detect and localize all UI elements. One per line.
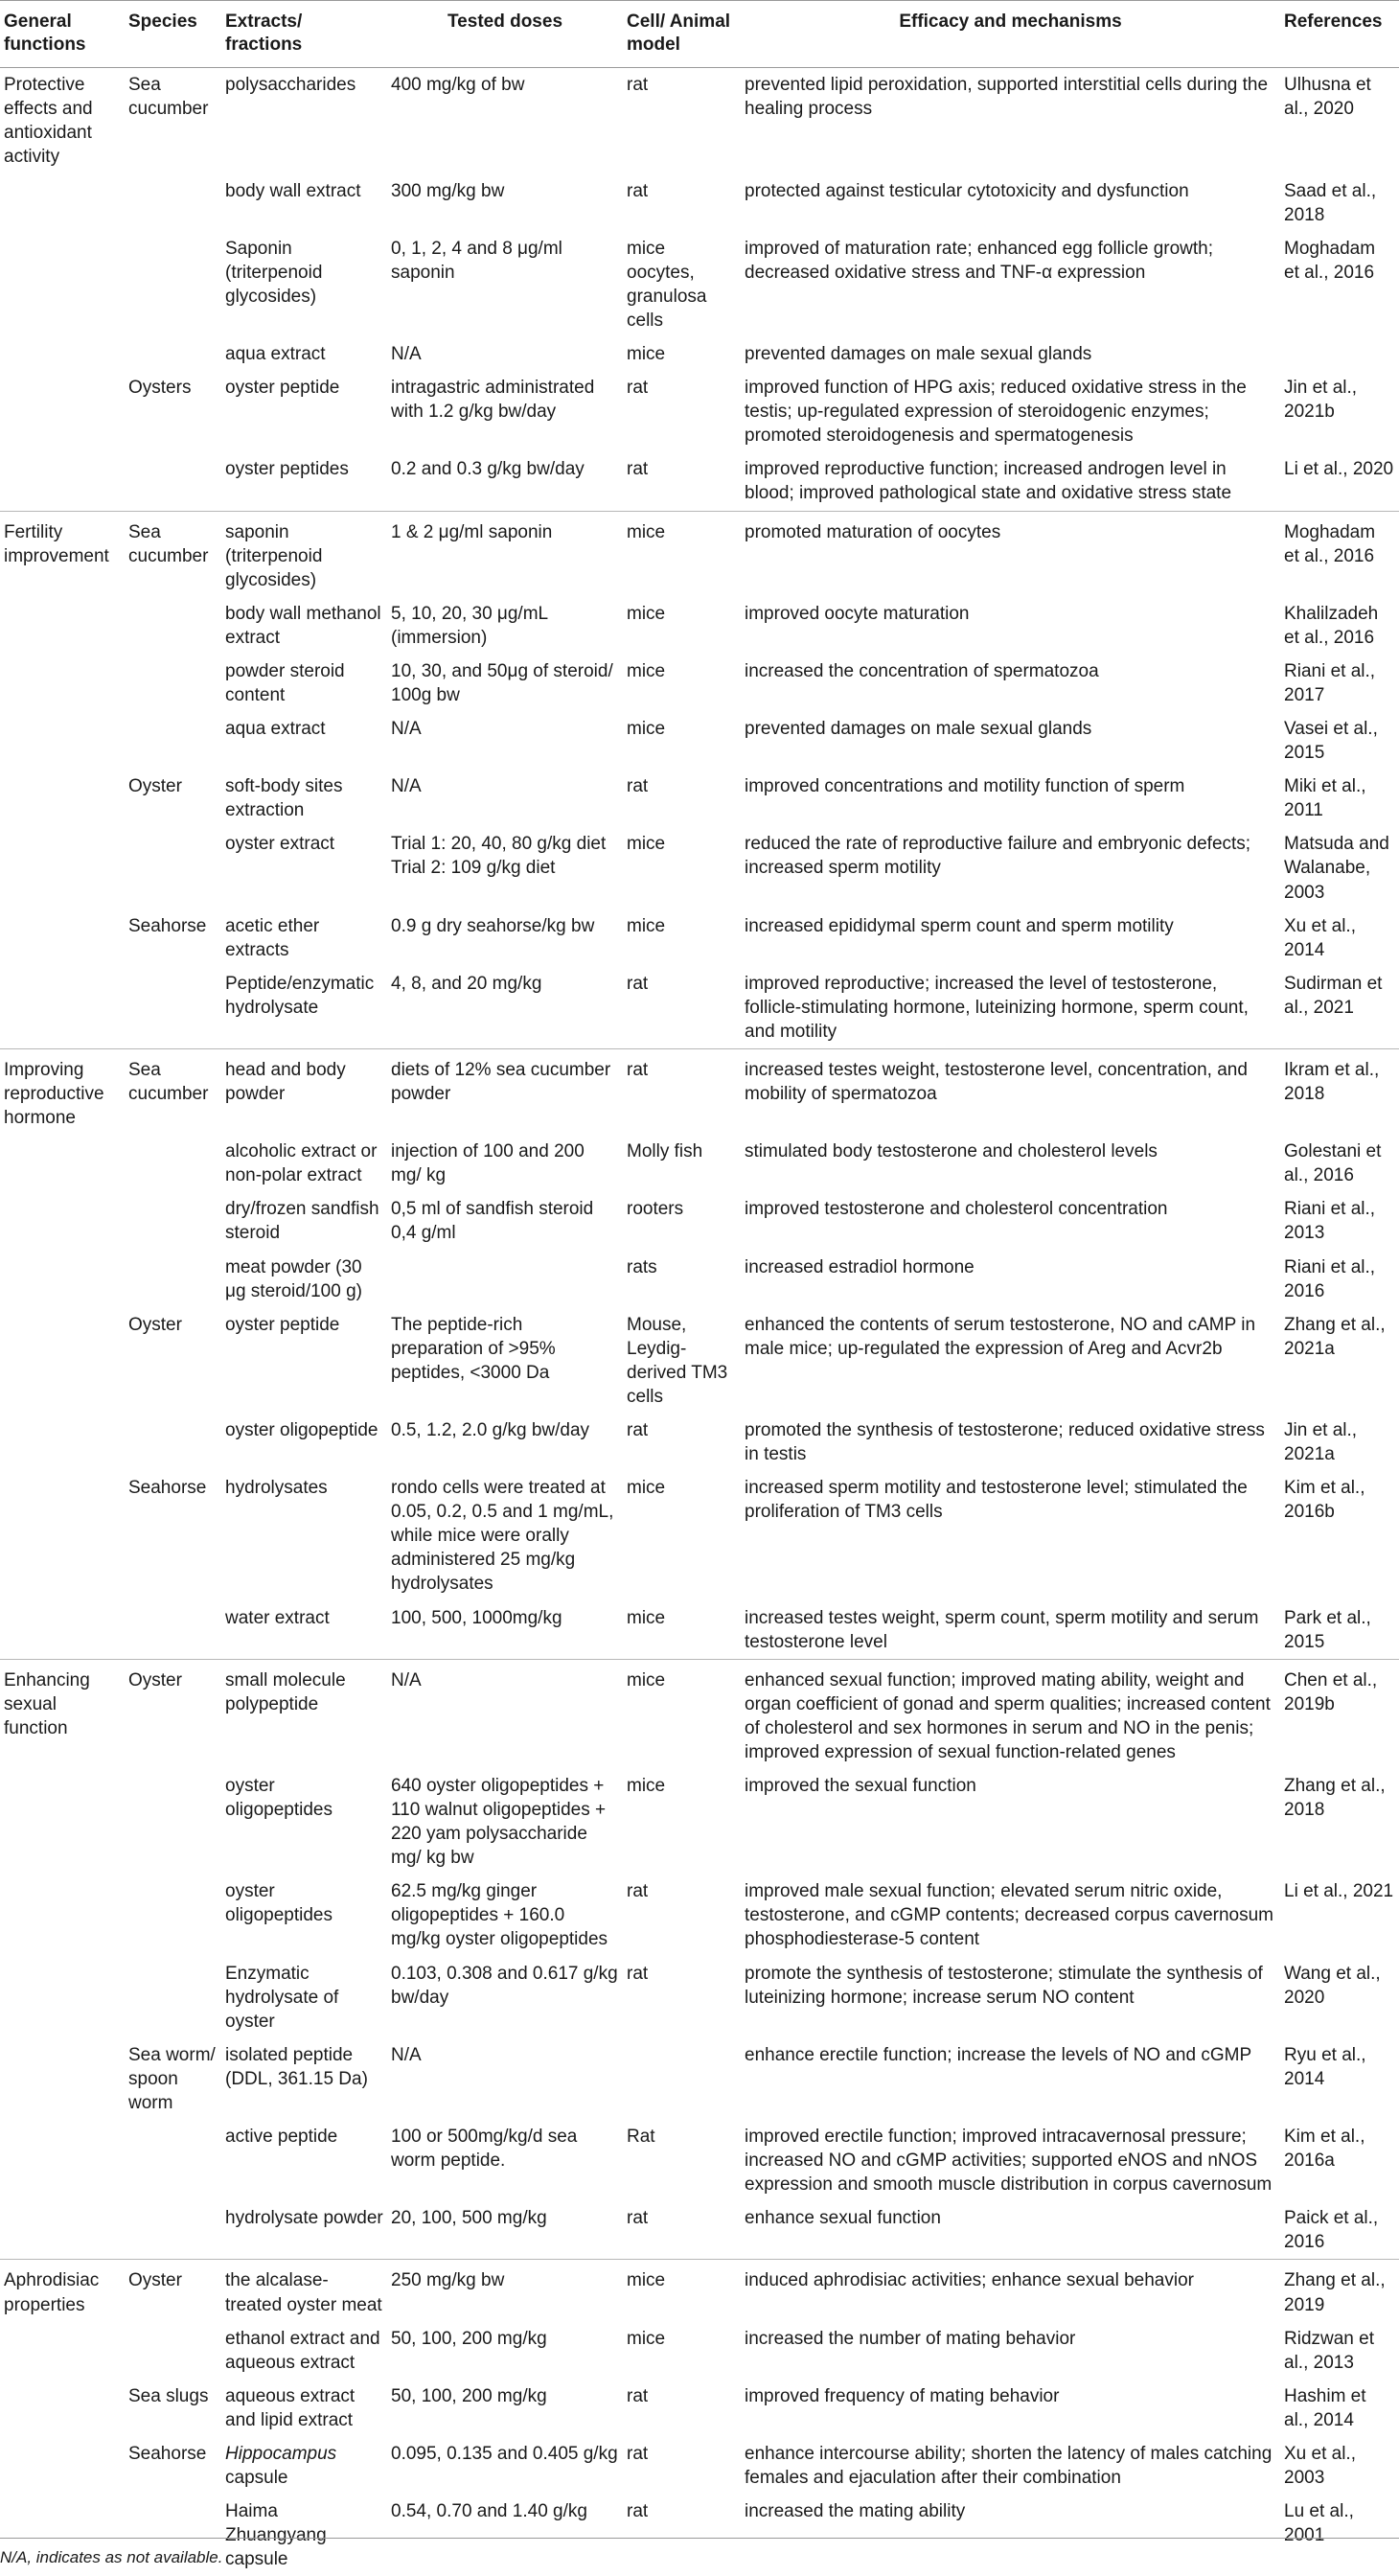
cell-general-function: [0, 909, 125, 967]
cell-tested-dose: injection of 100 and 200 mg/ kg: [391, 1141, 590, 1186]
cell-reference[interactable]: Riani et al., 2016: [1284, 1256, 1376, 1301]
cell-model: mice: [627, 915, 666, 936]
cell-extract: hydrolysates: [225, 1478, 328, 1499]
cell-tested-dose: N/A: [391, 776, 422, 797]
cell-efficacy: improved testosterone and cholesterol concentration: [745, 1199, 1168, 1220]
cell-species: [125, 337, 221, 371]
cell-extract: active peptide: [225, 2127, 338, 2148]
cell-model: rooters: [627, 1199, 684, 1220]
table-row: [0, 1769, 1399, 1874]
cell-efficacy: enhance intercourse ability; shorten the latency of males catching females and ejaculation after their combination: [745, 2443, 1273, 2488]
cell-model: Molly fish: [627, 1141, 703, 1162]
cell-tested-dose: The peptide-rich preparation of >95% peptides, <3000 Da: [391, 1314, 561, 1383]
cell-extract: Saponin (triterpenoid glycosides): [225, 238, 323, 307]
cell-model: Mouse, Leydig-derived TM3 cells: [627, 1314, 728, 1407]
cell-model: mice: [627, 1478, 666, 1499]
header-references: References: [1280, 1, 1399, 68]
cell-model: mice: [627, 834, 666, 855]
cell-extract: powder steroid content: [225, 660, 345, 705]
cell-species: [125, 1769, 221, 1874]
cell-general-function: [0, 174, 125, 232]
cell-model: rat: [627, 1881, 649, 1902]
cell-model: rat: [627, 1420, 649, 1440]
cell-efficacy: enhanced the contents of serum testosterone, NO and cAMP in male mice; up-regulated the expression of Areg and Acvr2b: [745, 1314, 1256, 1359]
cell-extract: oyster peptides: [225, 459, 349, 480]
cell-efficacy: promote the synthesis of testosterone; stimulate the synthesis of luteinizing hormone; increase serum NO content: [745, 1963, 1263, 2008]
cell-reference[interactable]: Li et al., 2021: [1284, 1881, 1394, 1902]
cell-reference[interactable]: Sudirman et al., 2021: [1284, 973, 1383, 1018]
cell-tested-dose: 100, 500, 1000mg/kg: [391, 1607, 562, 1628]
cell-extract: oyster oligopeptide: [225, 1420, 378, 1440]
cell-species: [125, 1135, 221, 1192]
cell-extract: isolated peptide (DDL, 361.15 Da): [225, 2044, 368, 2089]
cell-model: rat: [627, 75, 649, 96]
cell-model: mice: [623, 1659, 741, 1769]
cell-model: rats: [627, 1256, 657, 1277]
cell-tested-dose: rondo cells were treated at 0.05, 0.2, 0.5 and 1 mg/mL, while mice were orally administered 25 mg/kg hydrolysates: [391, 1478, 619, 1595]
table-row: [0, 827, 1399, 908]
cell-tested-dose: 300 mg/kg bw: [391, 180, 505, 201]
cell-tested-dose: 5, 10, 20, 30 μg/mL (immersion): [391, 603, 553, 648]
cell-tested-dose: N/A: [391, 2044, 422, 2065]
cell-general-function: [0, 1308, 125, 1414]
cell-model: mice: [627, 344, 666, 365]
cell-model: mice oocytes, granulosa cells: [627, 238, 707, 331]
cell-general-function: Improving reproductive hormone: [0, 1048, 125, 1135]
cell-tested-dose: N/A: [387, 1659, 623, 1769]
cell-extract: polysaccharides: [225, 75, 356, 96]
table-row: [0, 770, 1399, 827]
cell-model: rat: [627, 973, 649, 994]
cell-reference[interactable]: Xu et al., 2014: [1284, 915, 1356, 960]
cell-efficacy: improved male sexual function; elevated serum nitric oxide, testosterone, and cGMP contents; decreased corpus cavernosum phosphodiesterase-5 content: [745, 1881, 1274, 1950]
cell-tested-dose: 4, 8, and 20 mg/kg: [391, 973, 542, 994]
table-row: [0, 967, 1399, 1049]
cell-general-function: [0, 967, 125, 1049]
cell-reference[interactable]: Zhang et al., 2021a: [1284, 1314, 1386, 1359]
cell-extract: head and body powder: [221, 1048, 387, 1135]
cell-reference[interactable]: Zhang et al., 2019: [1280, 2260, 1399, 2322]
cell-tested-dose: 20, 100, 500 mg/kg: [391, 2208, 547, 2229]
table-row: [0, 2380, 1399, 2437]
cell-general-function: [0, 232, 125, 337]
cell-model: rat: [627, 2385, 649, 2406]
cell-general-function: [0, 2322, 125, 2380]
cell-tested-dose: 50, 100, 200 mg/kg: [391, 2328, 547, 2349]
cell-tested-dose: 10, 30, and 50μg of steroid/ 100g bw: [391, 660, 619, 705]
cell-extract: saponin (triterpenoid glycosides): [221, 511, 387, 597]
cell-tested-dose: 250 mg/kg bw: [387, 2260, 623, 2322]
table-row: [0, 68, 1399, 174]
cell-tested-dose: 400 mg/kg of bw: [391, 75, 525, 96]
cell-extract: oyster peptide: [225, 1314, 340, 1335]
cell-reference[interactable]: [1280, 337, 1399, 371]
cell-extract: oyster oligopeptides: [225, 1776, 333, 1821]
cell-extract: Hippocampus capsule: [225, 2443, 337, 2488]
cell-species: Sea slugs: [128, 2385, 209, 2406]
cell-model: mice: [627, 719, 666, 740]
cell-efficacy: stimulated body testosterone and cholesterol levels: [745, 1141, 1158, 1162]
cell-species: Oyster: [125, 1659, 221, 1769]
cell-efficacy: increased the concentration of spermatozoa: [745, 660, 1099, 681]
cell-reference[interactable]: Ridzwan et al., 2013: [1284, 2328, 1374, 2373]
cell-extract: Haima Zhuangyang capsule: [225, 2501, 327, 2570]
cell-extract: the alcalase-treated oyster meat: [221, 2260, 387, 2322]
cell-reference[interactable]: Zhang et al., 2018: [1284, 1776, 1386, 1821]
cell-efficacy: increased the mating ability: [745, 2501, 966, 2522]
cell-general-function: [0, 655, 125, 712]
cell-model: rat: [627, 378, 649, 399]
cell-efficacy: promoted the synthesis of testosterone; reduced oxidative stress in testis: [745, 1420, 1265, 1465]
cell-extract: Enzymatic hydrolysate of oyster: [225, 1963, 339, 2032]
cell-reference[interactable]: Jin et al., 2021a: [1284, 1420, 1358, 1465]
table-row: [0, 1659, 1399, 1769]
cell-general-function: [0, 371, 125, 452]
cell-efficacy: improved the sexual function: [745, 1776, 976, 1797]
cell-species: [125, 967, 221, 1049]
cell-general-function: [0, 1414, 125, 1471]
cell-general-function: [0, 1471, 125, 1600]
cell-species: [125, 2201, 221, 2260]
cell-general-function: [0, 770, 125, 827]
cell-tested-dose: 0.095, 0.135 and 0.405 g/kg: [391, 2443, 618, 2464]
table-body: [0, 68, 1399, 2576]
cell-efficacy: improved erectile function; improved intracavernosal pressure; increased NO and cGMP activities; supported eNOS and nNOS expression and smooth muscle distribution in corpus cavernosum: [745, 2127, 1273, 2196]
cell-reference[interactable]: Khalilzadeh et al., 2016: [1284, 603, 1379, 648]
cell-species: [125, 1874, 221, 1956]
table-row: [0, 1414, 1399, 1471]
cell-model: rat: [627, 2501, 649, 2522]
header-efficacy: Efficacy and mechanisms: [741, 1, 1280, 68]
table-row: [0, 909, 1399, 967]
cell-tested-dose: 0.103, 0.308 and 0.617 g/kg bw/day: [391, 1963, 623, 2008]
cell-general-function: [0, 712, 125, 770]
cell-model: mice: [627, 660, 666, 681]
cell-efficacy: protected against testicular cytotoxicity and dysfunction: [745, 180, 1189, 201]
table-row: [0, 655, 1399, 712]
cell-general-function: [0, 1251, 125, 1308]
cell-efficacy: increased estradiol hormone: [745, 1256, 975, 1277]
cell-species: [125, 1414, 221, 1471]
cell-reference[interactable]: Golestani et al., 2016: [1284, 1141, 1382, 1186]
cell-tested-dose: [387, 1251, 623, 1308]
cell-general-function: [0, 2437, 125, 2495]
table-row: [0, 337, 1399, 371]
cell-species: [125, 174, 221, 232]
cell-efficacy: prevented lipid peroxidation, supported interstitial cells during the healing process: [745, 75, 1269, 120]
cell-reference[interactable]: Jin et al., 2021b: [1284, 378, 1358, 423]
cell-reference[interactable]: Paick et al., 2016: [1284, 2208, 1379, 2253]
cell-model: mice: [627, 2328, 666, 2349]
cell-species: [125, 1192, 221, 1250]
cell-general-function: [0, 597, 125, 655]
cell-model: [623, 2038, 741, 2120]
header-row: [0, 1, 1399, 68]
cell-reference[interactable]: Ryu et al., 2014: [1284, 2044, 1366, 2089]
table-footnote: N/A, indicates as not available.: [0, 2538, 1399, 2567]
cell-reference[interactable]: Vasei et al., 2015: [1284, 719, 1378, 764]
cell-reference[interactable]: Moghadam et al., 2016: [1280, 511, 1399, 597]
cell-reference[interactable]: Chen et al., 2019b: [1280, 1659, 1399, 1769]
cell-tested-dose: 640 oyster oligopeptides + 110 walnut oligopeptides + 220 yam polysaccharide mg/ kg bw: [391, 1776, 611, 1869]
cell-extract: oyster peptide: [225, 378, 340, 399]
table-row: [0, 712, 1399, 770]
cell-general-function: [0, 827, 125, 908]
cell-tested-dose: N/A: [391, 719, 422, 740]
cell-species: [125, 712, 221, 770]
cell-species: [125, 2120, 221, 2201]
table-row: [0, 2201, 1399, 2260]
cell-reference[interactable]: Ikram et al., 2018: [1280, 1048, 1399, 1135]
header-model: Cell/ Animal model: [623, 1, 741, 68]
cell-species: Sea cucumber: [125, 511, 221, 597]
table-row: [0, 1251, 1399, 1308]
cell-species: Seahorse: [128, 1478, 207, 1499]
cell-reference[interactable]: Kim et al., 2016b: [1284, 1478, 1365, 1523]
cell-extract: ethanol extract and aqueous extract: [225, 2328, 380, 2373]
table-row: [0, 511, 1399, 597]
cell-species: Sea cucumber: [128, 75, 209, 120]
table-row: [0, 1192, 1399, 1250]
cell-species: [125, 597, 221, 655]
cell-efficacy: induced aphrodisiac activities; enhance sexual behavior: [741, 2260, 1280, 2322]
cell-species: [125, 655, 221, 712]
cell-reference[interactable]: Moghadam et al., 2016: [1284, 238, 1376, 283]
cell-species: Seahorse: [128, 915, 207, 936]
cell-general-function: [0, 337, 125, 371]
cell-extract: small molecule polypeptide: [221, 1659, 387, 1769]
cell-species: Sea worm/ spoon worm: [128, 2044, 216, 2113]
cell-species: [125, 232, 221, 337]
cell-species: Oyster: [125, 2260, 221, 2322]
cell-model: rat: [627, 180, 649, 201]
cell-model: rat: [627, 459, 649, 480]
cell-extract: oyster oligopeptides: [225, 1881, 333, 1926]
cell-general-function: Aphrodisiac properties: [0, 2260, 125, 2322]
cell-reference[interactable]: Matsuda and Walanabe, 2003: [1284, 834, 1389, 903]
cell-tested-dose: diets of 12% sea cucumber powder: [387, 1048, 623, 1135]
cell-reference[interactable]: Saad et al., 2018: [1284, 180, 1377, 225]
cell-extract: meat powder (30 μg steroid/100 g): [225, 1256, 362, 1301]
cell-efficacy: improved function of HPG axis; reduced oxidative stress in the testis; up-regulated expression of steroidogenic enzymes; promoted steroidogenesis and spermatogenesis: [745, 378, 1247, 447]
cell-extract: Peptide/enzymatic hydrolysate: [225, 973, 375, 1018]
cell-efficacy: increased testes weight, testosterone level, concentration, and mobility of spermatozoa: [741, 1048, 1280, 1135]
cell-model: mice: [623, 2260, 741, 2322]
cell-reference[interactable]: Ulhusna et al., 2020: [1284, 75, 1371, 120]
cell-extract: aqueous extract and lipid extract: [225, 2385, 355, 2430]
cell-general-function: [0, 1957, 125, 2038]
cell-efficacy: increased the number of mating behavior: [745, 2328, 1076, 2349]
cell-tested-dose: 0,5 ml of sandfish steroid 0,4 g/ml: [391, 1199, 599, 1244]
cell-tested-dose: 50, 100, 200 mg/kg: [391, 2385, 547, 2406]
cell-model: mice: [627, 1776, 666, 1797]
table-row: [0, 1135, 1399, 1192]
cell-tested-dose: 100 or 500mg/kg/d sea worm peptide.: [391, 2127, 583, 2172]
table-row: [0, 371, 1399, 452]
table-row: [0, 1874, 1399, 1956]
cell-extract: body wall extract: [225, 180, 361, 201]
cell-general-function: [0, 1601, 125, 1660]
cell-model: rat: [627, 776, 649, 797]
cell-reference[interactable]: Li et al., 2020: [1284, 459, 1394, 480]
cell-general-function: Protective effects and antioxidant activity: [4, 75, 93, 168]
cell-reference[interactable]: Miki et al., 2011: [1284, 776, 1366, 821]
cell-species: [125, 1601, 221, 1660]
cell-species: [125, 452, 221, 511]
cell-tested-dose: 1 & 2 μg/ml saponin: [387, 511, 623, 597]
cell-extract: aqua extract: [225, 344, 326, 365]
cell-efficacy: improved oocyte maturation: [745, 603, 970, 624]
cell-species: [125, 1251, 221, 1308]
table-row: [0, 232, 1399, 337]
cell-tested-dose: N/A: [391, 344, 422, 365]
cell-extract: soft-body sites extraction: [225, 776, 343, 821]
cell-efficacy: prevented damages on male sexual glands: [745, 344, 1092, 365]
cell-general-function: [0, 2120, 125, 2201]
table-row: [0, 1471, 1399, 1600]
cell-general-function: [0, 2038, 125, 2120]
table-row: [0, 2260, 1399, 2322]
cell-tested-dose: Trial 1: 20, 40, 80 g/kg diet Trial 2: 109 g/kg diet: [391, 834, 607, 879]
cell-extract: dry/frozen sandfish steroid: [225, 1199, 379, 1244]
cell-efficacy: improved reproductive function; increased androgen level in blood; improved pathological state and oxidative stress state: [745, 459, 1232, 504]
header-species: Species: [125, 1, 221, 68]
cell-tested-dose: 62.5 mg/kg ginger oligopeptides + 160.0 mg/kg oyster oligopeptides: [391, 1881, 608, 1950]
cell-efficacy: enhance erectile function; increase the levels of NO and cGMP: [745, 2044, 1252, 2065]
cell-tested-dose: 0.9 g dry seahorse/kg bw: [391, 915, 595, 936]
cell-species: [125, 827, 221, 908]
cell-tested-dose: 0.2 and 0.3 g/kg bw/day: [391, 459, 585, 480]
table-row: [0, 2322, 1399, 2380]
table-row: [0, 1601, 1399, 1660]
table-row: [0, 452, 1399, 511]
table-row: [0, 174, 1399, 232]
cell-efficacy: reduced the rate of reproductive failure and embryonic defects; increased sperm motility: [745, 834, 1251, 879]
cell-extract: water extract: [225, 1607, 330, 1628]
cell-efficacy: increased testes weight, sperm count, sperm motility and serum testosterone level: [745, 1607, 1259, 1652]
cell-general-function: [0, 1769, 125, 1874]
table-row: [0, 2120, 1399, 2201]
table-row: [0, 2038, 1399, 2120]
cell-extract: oyster extract: [225, 834, 335, 855]
table-row: [0, 1308, 1399, 1414]
cell-reference[interactable]: Kim et al., 2016a: [1284, 2127, 1365, 2172]
cell-reference[interactable]: Lu et al., 2001: [1284, 2501, 1354, 2546]
table-row: [0, 2437, 1399, 2495]
cell-model: rat: [627, 2443, 649, 2464]
cell-model: Rat: [627, 2127, 655, 2148]
cell-model: mice: [627, 603, 666, 624]
cell-species: Oysters: [128, 378, 192, 399]
cell-species: Seahorse: [128, 2443, 207, 2464]
cell-extract: hydrolysate powder: [225, 2208, 383, 2229]
cell-efficacy: enhanced sexual function; improved mating ability, weight and organ coefficient of gonad and sperm qualities; increased content of cholesterol and sex hormones in serum and NO in the penis; improved expression of sexual function-related genes: [741, 1659, 1280, 1769]
cell-model: mice: [627, 1607, 666, 1628]
cell-efficacy: increased epididymal sperm count and sperm motility: [745, 915, 1174, 936]
cell-general-function: [0, 2380, 125, 2437]
cell-model: rat: [627, 1963, 649, 1984]
header-extracts: Extracts/ fractions: [221, 1, 387, 68]
table-row: [0, 1957, 1399, 2038]
header-tested-doses: Tested doses: [387, 1, 623, 68]
cell-model: rat: [623, 1048, 741, 1135]
cell-extract: aqua extract: [225, 719, 326, 740]
cell-general-function: [0, 452, 125, 511]
cell-species: Oyster: [128, 776, 182, 797]
cell-tested-dose: 0, 1, 2, 4 and 8 μg/ml saponin: [391, 238, 568, 283]
cell-general-function: [0, 1874, 125, 1956]
cell-general-function: [0, 1192, 125, 1250]
cell-reference[interactable]: Riani et al., 2017: [1284, 660, 1376, 705]
cell-efficacy: improved concentrations and motility function of sperm: [745, 776, 1185, 797]
cell-model: rat: [627, 2208, 649, 2229]
cell-species: [125, 1957, 221, 2038]
cell-general-function: Enhancing sexual function: [0, 1659, 125, 1769]
cell-model: mice: [623, 511, 741, 597]
cell-species: [125, 2322, 221, 2380]
cell-efficacy: improved frequency of mating behavior: [745, 2385, 1060, 2406]
cell-efficacy: increased sperm motility and testosterone level; stimulated the proliferation of TM3 cells: [745, 1478, 1248, 1523]
cell-tested-dose: 0.54, 0.70 and 1.40 g/kg: [391, 2501, 587, 2522]
table-row: [0, 1048, 1399, 1135]
cell-efficacy: prevented damages on male sexual glands: [745, 719, 1092, 740]
cell-extract: acetic ether extracts: [225, 915, 320, 960]
cell-species: Sea cucumber: [125, 1048, 221, 1135]
cell-reference[interactable]: Park et al., 2015: [1284, 1607, 1371, 1652]
cell-species: Oyster: [128, 1314, 182, 1335]
cell-general-function: [0, 2201, 125, 2260]
cell-general-function: [0, 1135, 125, 1192]
cell-efficacy: promoted maturation of oocytes: [741, 511, 1280, 597]
cell-extract: body wall methanol extract: [225, 603, 381, 648]
cell-reference[interactable]: Xu et al., 2003: [1284, 2443, 1356, 2488]
cell-efficacy: improved of maturation rate; enhanced egg follicle growth; decreased oxidative stress and TNF-α expression: [745, 238, 1213, 283]
cell-efficacy: improved reproductive; increased the level of testosterone, follicle-stimulating hormone, luteinizing hormone, sperm count, and motility: [745, 973, 1249, 1042]
cell-reference[interactable]: Riani et al., 2013: [1284, 1199, 1376, 1244]
cell-efficacy: enhance sexual function: [745, 2208, 941, 2229]
cell-reference[interactable]: Hashim et al., 2014: [1284, 2385, 1366, 2430]
table-row: [0, 597, 1399, 655]
header-general-functions: General functions: [0, 1, 125, 68]
cell-tested-dose: 0.5, 1.2, 2.0 g/kg bw/day: [391, 1420, 590, 1440]
cell-tested-dose: intragastric administrated with 1.2 g/kg bw/day: [391, 378, 600, 423]
cell-extract: alcoholic extract or non-polar extract: [225, 1141, 378, 1186]
cell-general-function: Fertility improvement: [0, 511, 125, 597]
cell-reference[interactable]: Wang et al., 2020: [1284, 1963, 1381, 2008]
